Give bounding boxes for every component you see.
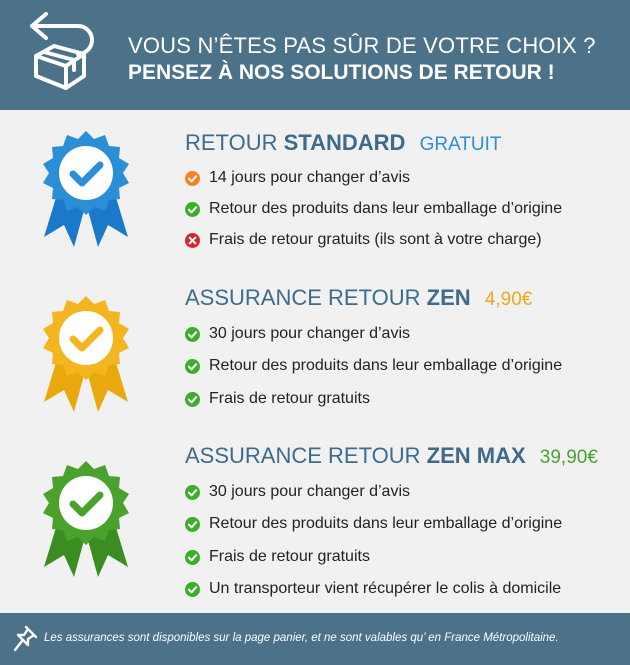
feature-item (185, 199, 562, 219)
blue-award-badge-icon (30, 125, 142, 249)
green-award-badge-icon (30, 455, 142, 579)
offer-title-regular: ASSURANCE RETOUR (185, 285, 421, 310)
cross-icon (185, 233, 200, 248)
feature-item (185, 547, 370, 567)
return-box-icon (26, 10, 106, 90)
footer-note: Les assurances sont disponibles sur la page panier, et ne sont valables qu’ en France Métropolitaine. (44, 632, 559, 644)
offer-zen-title (185, 285, 532, 311)
offer-title-regular: RETOUR (185, 130, 278, 155)
feature-text: 30 jours pour changer d’avis (209, 325, 411, 342)
warning-check-icon (185, 171, 200, 186)
offer-title-bold: ZEN MAX (426, 443, 526, 468)
feature-text: Retour des produits dans leur emballage d’origine (209, 200, 563, 217)
feature-item (185, 168, 410, 188)
feature-item (185, 324, 410, 344)
feature-text: Frais de retour gratuits (209, 390, 370, 407)
feature-text: Retour des produits dans leur emballage d’origine (209, 515, 563, 532)
header-banner (0, 0, 630, 110)
check-icon (185, 359, 200, 374)
feature-text: Frais de retour gratuits (ils sont à votre charge) (209, 231, 542, 248)
feature-item (185, 482, 410, 502)
offer-price: GRATUIT (419, 134, 502, 155)
check-icon (185, 550, 200, 565)
offer-price: 39,90€ (539, 447, 598, 468)
feature-text: Retour des produits dans leur emballage d’origine (209, 357, 563, 374)
header-question: VOUS N’ÊTES PAS SÛR DE VOTRE CHOIX ? (128, 33, 596, 58)
feature-text: 14 jours pour changer d’avis (209, 169, 411, 186)
feature-text: Frais de retour gratuits (209, 548, 370, 565)
offer-title-regular: ASSURANCE RETOUR (185, 443, 421, 468)
feature-item (185, 514, 562, 534)
header-tagline: PENSEZ À NOS SOLUTIONS DE RETOUR ! (128, 61, 555, 84)
check-icon (185, 202, 200, 217)
offer-title-bold: STANDARD (283, 130, 406, 155)
check-icon (185, 392, 200, 407)
feature-item (185, 230, 542, 250)
pushpin-icon (12, 625, 38, 653)
yellow-award-badge-icon (30, 290, 142, 414)
feature-item (185, 579, 561, 599)
feature-text: Un transporteur vient récupérer le colis à domicile (209, 580, 562, 597)
feature-text: 30 jours pour changer d’avis (209, 483, 411, 500)
check-icon (185, 517, 200, 532)
feature-item (185, 356, 562, 376)
feature-item (185, 389, 370, 409)
offer-standard-title (185, 130, 502, 156)
offer-price: 4,90€ (484, 289, 533, 310)
footer-banner (0, 613, 630, 665)
check-icon (185, 327, 200, 342)
check-icon (185, 485, 200, 500)
offer-zen-max-title (185, 443, 598, 469)
check-icon (185, 582, 200, 597)
offer-title-bold: ZEN (426, 285, 471, 310)
